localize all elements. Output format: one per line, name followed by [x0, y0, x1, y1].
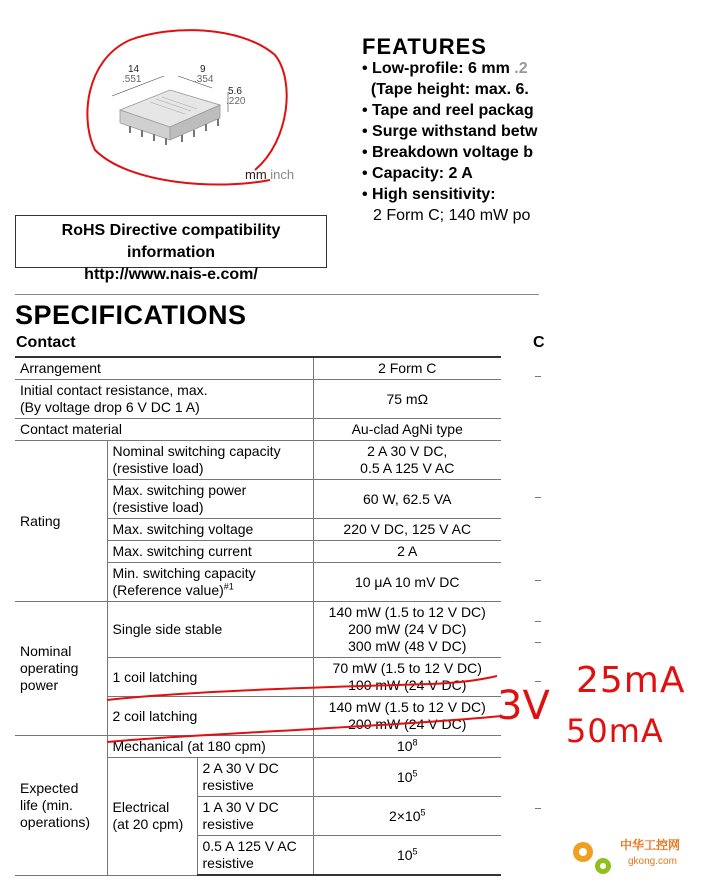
handwritten-current-2: 50mA — [566, 712, 664, 750]
row-label: Mechanical (at 180 cpm) — [107, 736, 313, 758]
features-heading: FEATURES — [362, 34, 487, 59]
feature-item: (Tape height: max. 6. — [370, 81, 529, 98]
section-title-contact: Contact — [16, 334, 76, 351]
row-value: 2 Form C — [313, 357, 501, 380]
row-label: Single side stable — [107, 602, 313, 658]
feature-item: 2 Form C; 140 mW po — [373, 207, 531, 224]
dim-depth-inch: .354 — [194, 74, 214, 85]
page-title: SPECIFICATIONS — [15, 300, 247, 330]
dim-width-mm: 14 — [128, 64, 140, 75]
row-label: 1 coil latching — [107, 658, 313, 697]
rohs-link[interactable]: http://www.nais-e.com/ — [84, 266, 258, 283]
footnote-ref: #1 — [223, 581, 234, 592]
row-value: 70 mW (1.5 to 12 V DC) 100 mW (24 V DC) — [313, 658, 501, 697]
unit-inch: inch — [270, 167, 295, 182]
group-label-nominal-power: Nominal operating power — [15, 602, 107, 736]
feature-item: • Tape and reel packag — [362, 102, 534, 119]
row-label: Initial contact resistance, max. (By voltage drop 6 V DC 1 A) — [15, 380, 313, 419]
feature-item: • High sensitivity: — [362, 186, 496, 203]
row-label: Min. switching capacity (Reference value)$^{\#1}$ — [107, 563, 313, 602]
row-label: 0.5 A 125 V AC resistive — [197, 836, 313, 876]
group-label-rating: Rating — [15, 441, 107, 602]
feature-item: • Breakdown voltage b — [362, 144, 533, 161]
dim-height-mm: 5.6 — [228, 86, 242, 97]
feature-item: • Surge withstand betw — [362, 123, 538, 140]
row-label: Nominal switching capacity (resistive load) — [107, 441, 313, 480]
rohs-title: RoHS Directive compatibility information — [61, 222, 281, 261]
watermark-url: gkong.com — [628, 856, 677, 867]
subgroup-label-electrical: Electrical (at 20 cpm) — [107, 758, 197, 876]
row-value: 220 V DC, 125 V AC — [313, 519, 501, 541]
row-label: 2 A 30 V DC resistive — [197, 758, 313, 797]
handwritten-current-1: 25mA — [576, 660, 686, 701]
feature-item: • Capacity: 2 A — [362, 165, 473, 182]
row-value: 140 mW (1.5 to 12 V DC) 200 mW (24 V DC) 300 mW (48 V DC) — [313, 602, 501, 658]
row-value: 60 W, 62.5 VA — [313, 480, 501, 519]
row-label: Max. switching power (resistive load) — [107, 480, 313, 519]
unit-mm: mm — [245, 167, 267, 182]
row-value: $2\times 10^5$ — [313, 797, 501, 836]
row-value: 140 mW (1.5 to 12 V DC) 200 mW (24 V DC) — [313, 697, 501, 736]
feature-item: • Low-profile: 6 mm .2 — [362, 60, 528, 77]
row-value: 75 mΩ — [313, 380, 501, 419]
handwritten-voltage: 3V — [497, 683, 550, 729]
row-value: 2 A — [313, 541, 501, 563]
row-value: Au-clad AgNi type — [313, 419, 501, 441]
group-label-expected-life: Expected life (min. operations) — [15, 736, 107, 876]
row-value: 10 μA 10 mV DC — [313, 563, 501, 602]
dim-width-inch: .551 — [122, 74, 142, 85]
row-label: Max. switching voltage — [107, 519, 313, 541]
dim-depth-mm: 9 — [200, 64, 206, 75]
row-value: 2 A 30 V DC, 0.5 A 125 V AC — [313, 441, 501, 480]
row-value: $10^5$ — [313, 758, 501, 797]
row-value: $10^8$ — [313, 736, 501, 758]
row-label: Contact material — [15, 419, 313, 441]
row-label: 2 coil latching — [107, 697, 313, 736]
dim-height-inch: .220 — [226, 96, 246, 107]
watermark-name: 中华工控网 — [620, 838, 681, 852]
row-label: 1 A 30 V DC resistive — [197, 797, 313, 836]
row-value: $10^5$ — [313, 836, 501, 876]
row-label: Arrangement — [15, 357, 313, 380]
row-label: Max. switching current — [107, 541, 313, 563]
cut-off-column-title: C — [533, 334, 545, 351]
